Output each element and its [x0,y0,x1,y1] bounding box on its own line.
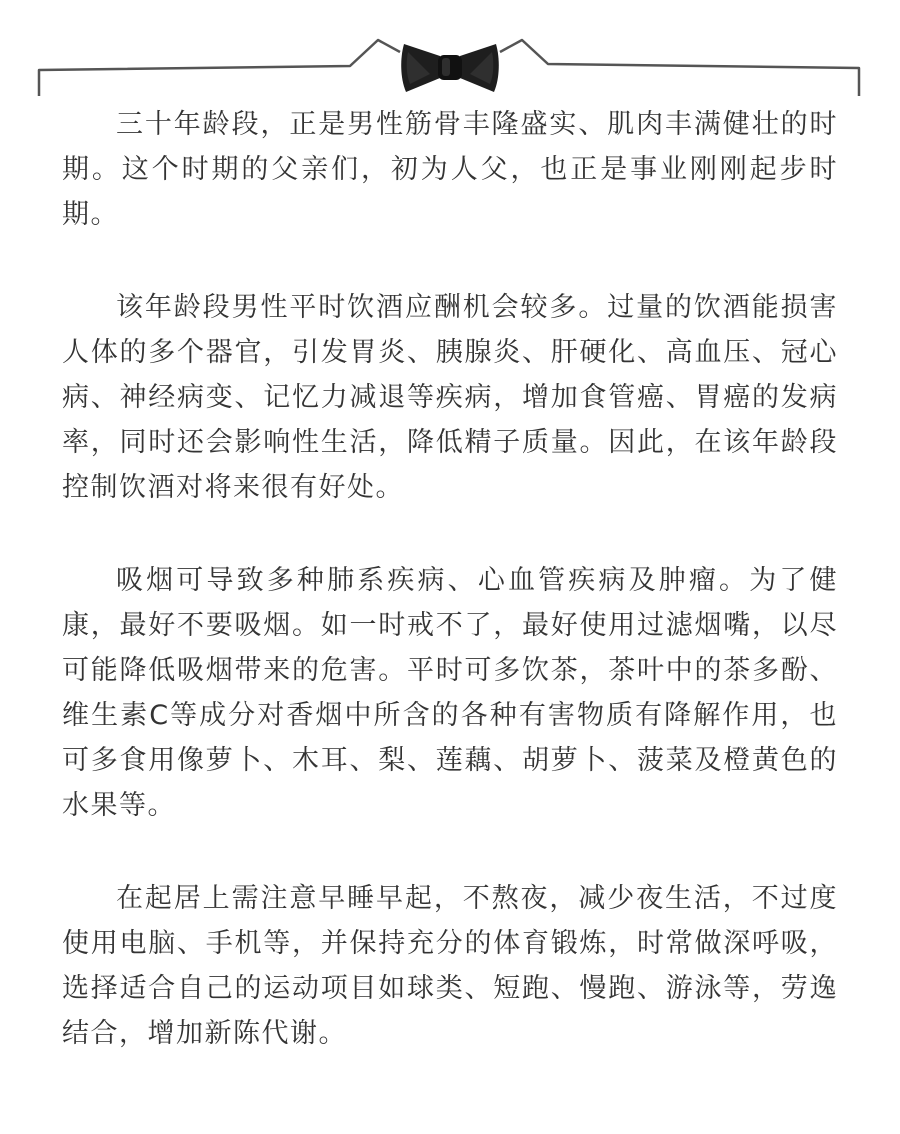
frame-top-border [0,0,900,110]
article-body [62,102,838,1104]
frame-line [500,40,859,96]
paragraph-2: 该年龄段男性平时饮酒应酬机会较多。过量的饮酒能损害人体的多个器官，引发胃炎、胰腺炎、肝硬化、高血压、冠心病、神经病变、记忆力减退等疾病，增加食管癌、胃癌的发病率，同时还会影响性生活，降低精子质量。因此，在该年龄段控制饮酒对将来很有好处。 [62,292,838,503]
frame-line [39,40,400,96]
paragraph-1: 三十年龄段，正是男性筋骨丰隆盛实、肌肉丰满健壮的时期。这个时期的父亲们，初为人父，也正是事业刚刚起步时期。 [62,109,838,230]
bowtie-icon [401,44,499,92]
paragraph-3: 吸烟可导致多种肺系疾病、心血管疾病及肿瘤。为了健康，最好不要吸烟。如一时戒不了，最好使用过滤烟嘴，以尽可能降低吸烟带来的危害。平时可多饮茶，茶叶中的茶多酚、维生素C等成分对香烟中所含的各种有害物质有降解作用，也可多食用像萝卜、木耳、梨、莲藕、胡萝卜、菠菜及橙黄色的水果等。 [62,565,838,821]
paragraph-4: 在起居上需注意早睡早起，不熬夜，减少夜生活，不过度使用电脑、手机等，并保持充分的体育锻炼，时常做深呼吸，选择适合自己的运动项目如球类、短跑、慢跑、游泳等，劳逸结合，增加新陈代谢。 [62,883,838,1049]
